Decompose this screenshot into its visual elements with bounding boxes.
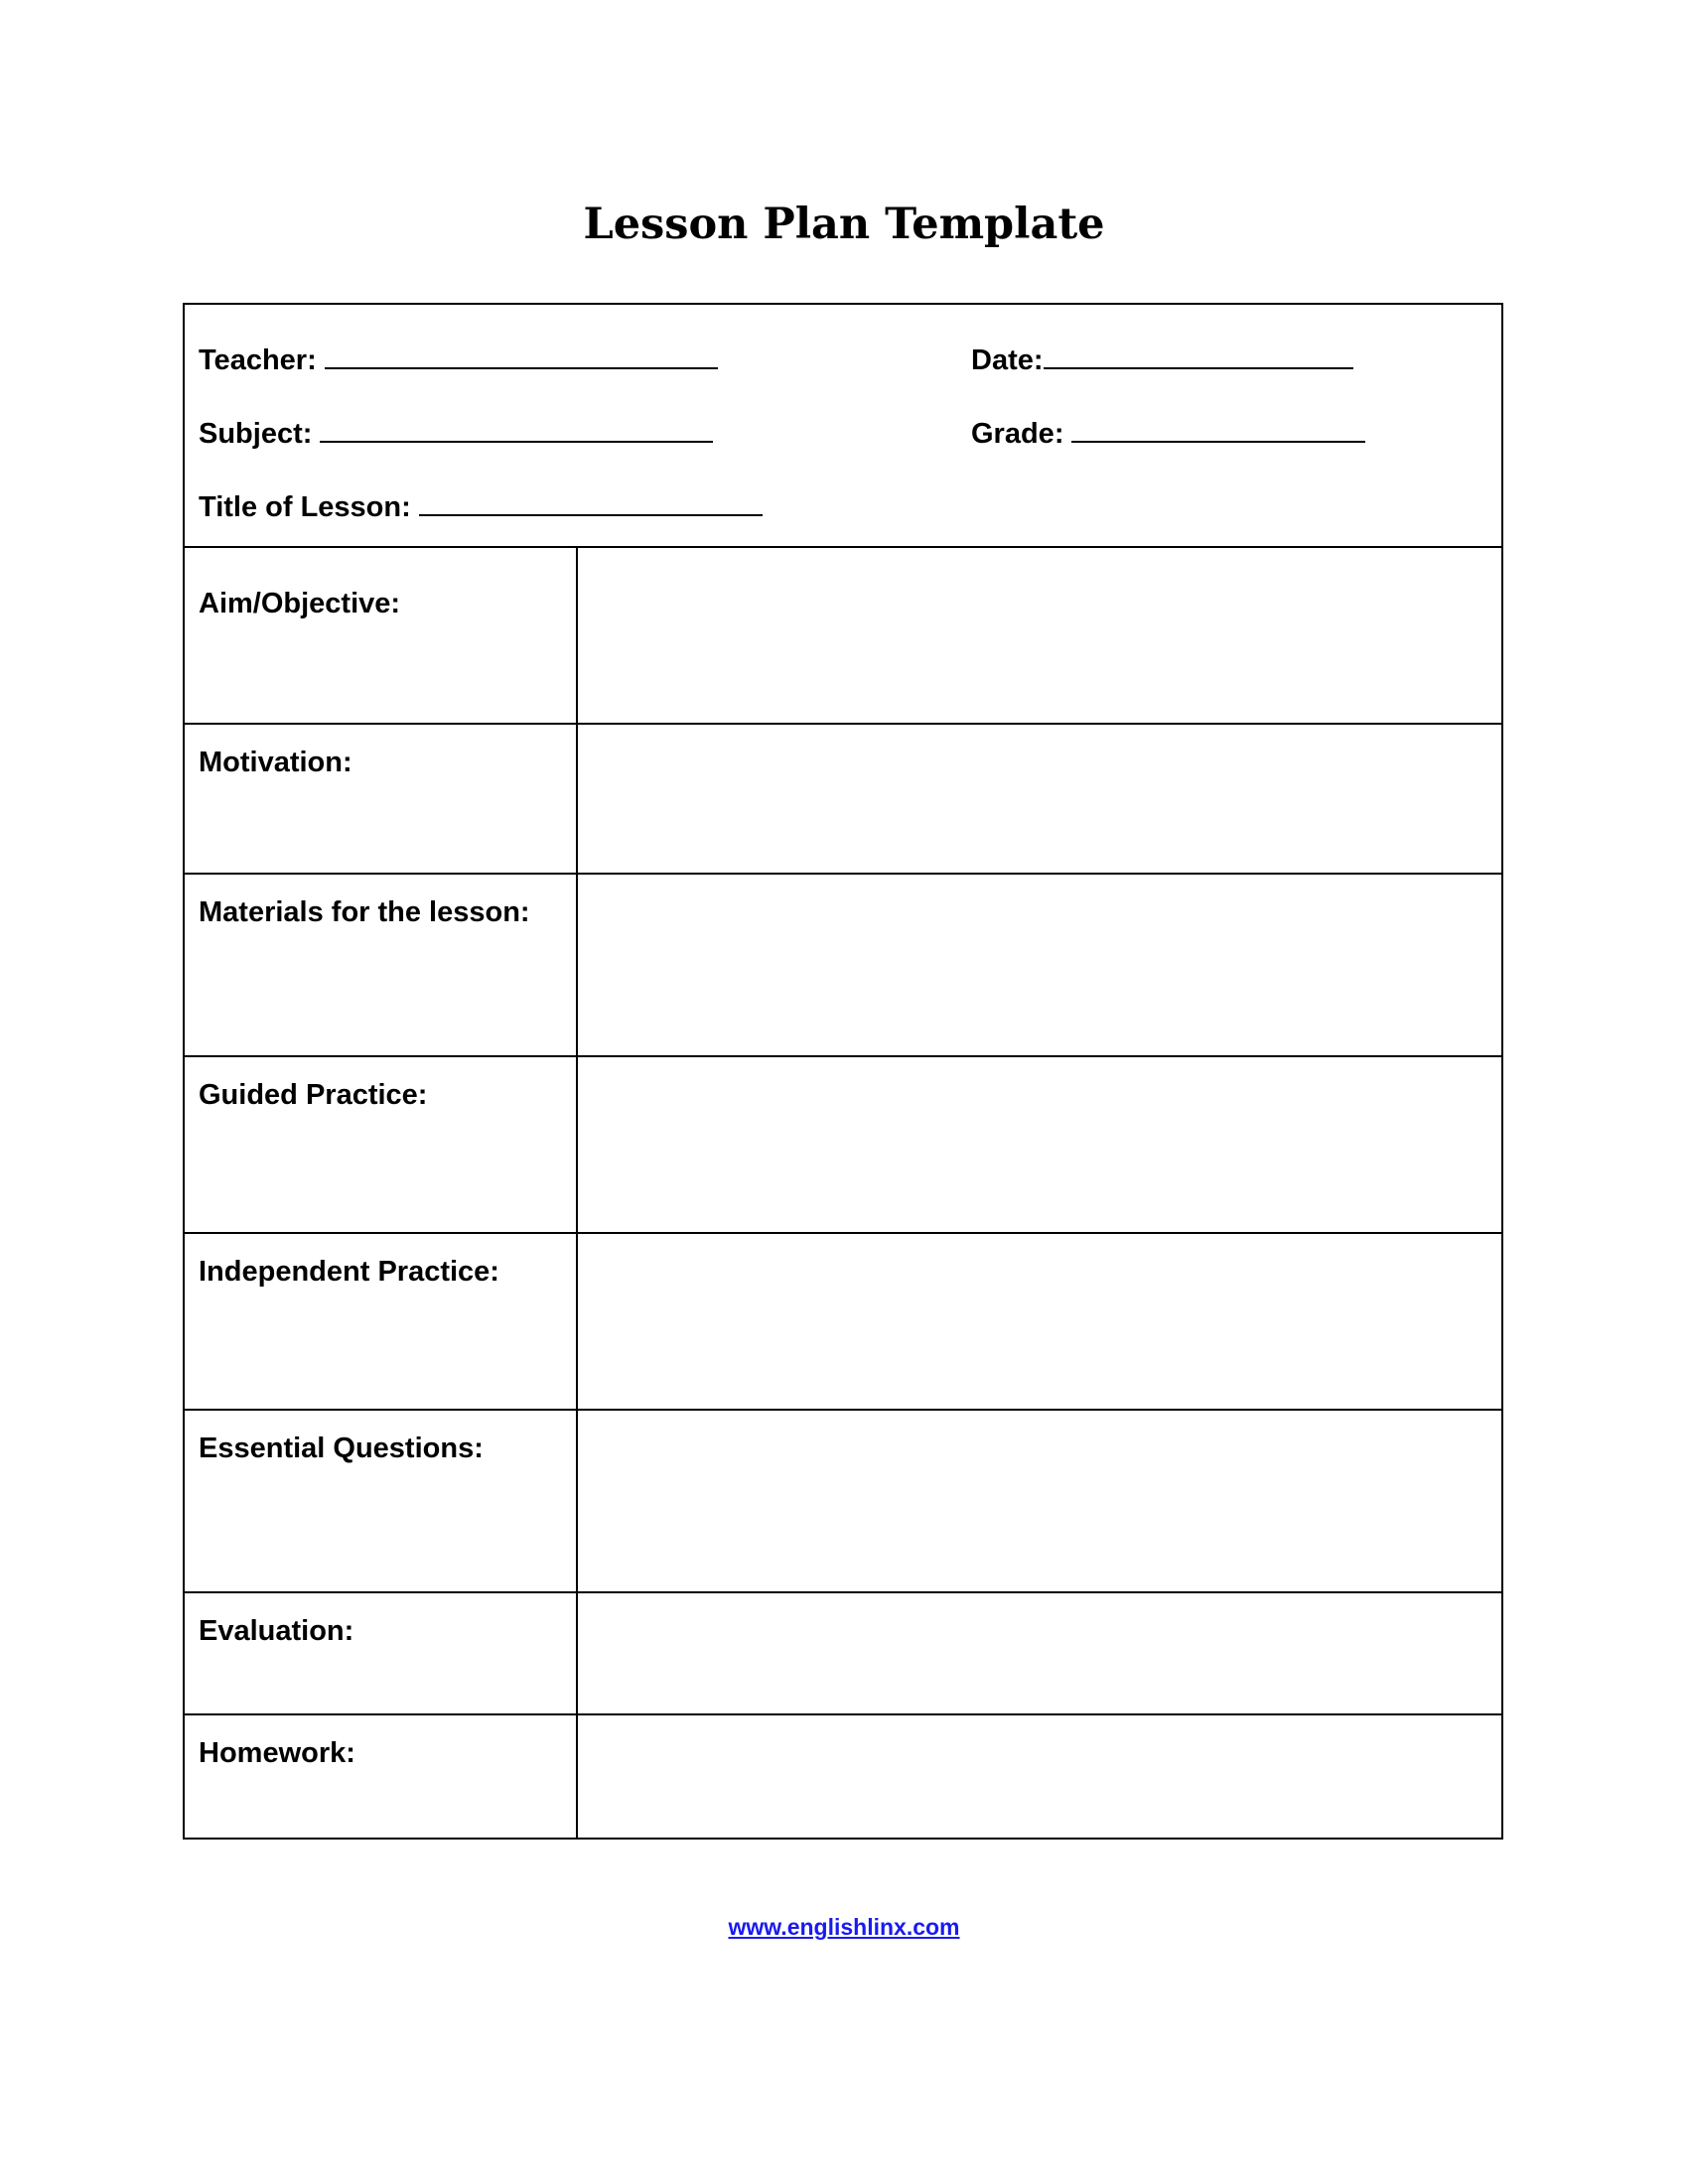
section-answer-area[interactable]: [578, 548, 1501, 723]
section-row-motivation: [185, 725, 1501, 875]
section-label: Essential Questions:: [185, 1411, 578, 1591]
section-row-homework: [185, 1715, 1501, 1838]
date-label: Date:: [971, 344, 1044, 376]
subject-input-line[interactable]: [320, 417, 713, 443]
title-of-lesson-input-line[interactable]: [419, 490, 763, 516]
section-row-evaluation: [185, 1593, 1501, 1715]
section-row-guided-practice: [185, 1057, 1501, 1234]
section-answer-area[interactable]: [578, 1057, 1501, 1232]
title-of-lesson-field: [199, 489, 763, 525]
subject-label: Subject:: [199, 418, 313, 450]
section-answer-area[interactable]: [578, 1715, 1501, 1838]
section-label: Homework:: [185, 1715, 578, 1838]
date-input-line[interactable]: [1044, 343, 1353, 369]
grade-label: Grade:: [971, 418, 1064, 450]
title-of-lesson-label: Title of Lesson:: [199, 491, 411, 523]
lesson-plan-form: [183, 303, 1503, 1840]
section-answer-area[interactable]: [578, 1411, 1501, 1591]
header-block: [185, 305, 1501, 548]
teacher-label: Teacher:: [199, 344, 317, 376]
grade-input-line[interactable]: [1071, 417, 1365, 443]
subject-field: [199, 416, 713, 452]
sections-table: [185, 548, 1501, 1838]
date-field: [971, 342, 1353, 378]
section-label: Evaluation:: [185, 1593, 578, 1713]
page-title: Lesson Plan Template: [583, 200, 1105, 249]
section-row-materials: [185, 875, 1501, 1057]
section-label: Materials for the lesson:: [185, 875, 578, 1055]
section-row-independent-practice: [185, 1234, 1501, 1411]
section-label: Motivation:: [185, 725, 578, 873]
section-answer-area[interactable]: [578, 875, 1501, 1055]
section-label: Guided Practice:: [185, 1057, 578, 1232]
teacher-field: [199, 342, 718, 378]
section-answer-area[interactable]: [578, 725, 1501, 873]
section-label: Independent Practice:: [185, 1234, 578, 1409]
grade-field: [971, 416, 1365, 452]
footer-website-link[interactable]: www.englishlinx.com: [728, 1914, 960, 1940]
teacher-input-line[interactable]: [325, 343, 718, 369]
section-row-aim-objective: [185, 548, 1501, 725]
section-answer-area[interactable]: [578, 1234, 1501, 1409]
section-row-essential-questions: [185, 1411, 1501, 1593]
section-answer-area[interactable]: [578, 1593, 1501, 1713]
section-label: Aim/Objective:: [185, 548, 578, 723]
